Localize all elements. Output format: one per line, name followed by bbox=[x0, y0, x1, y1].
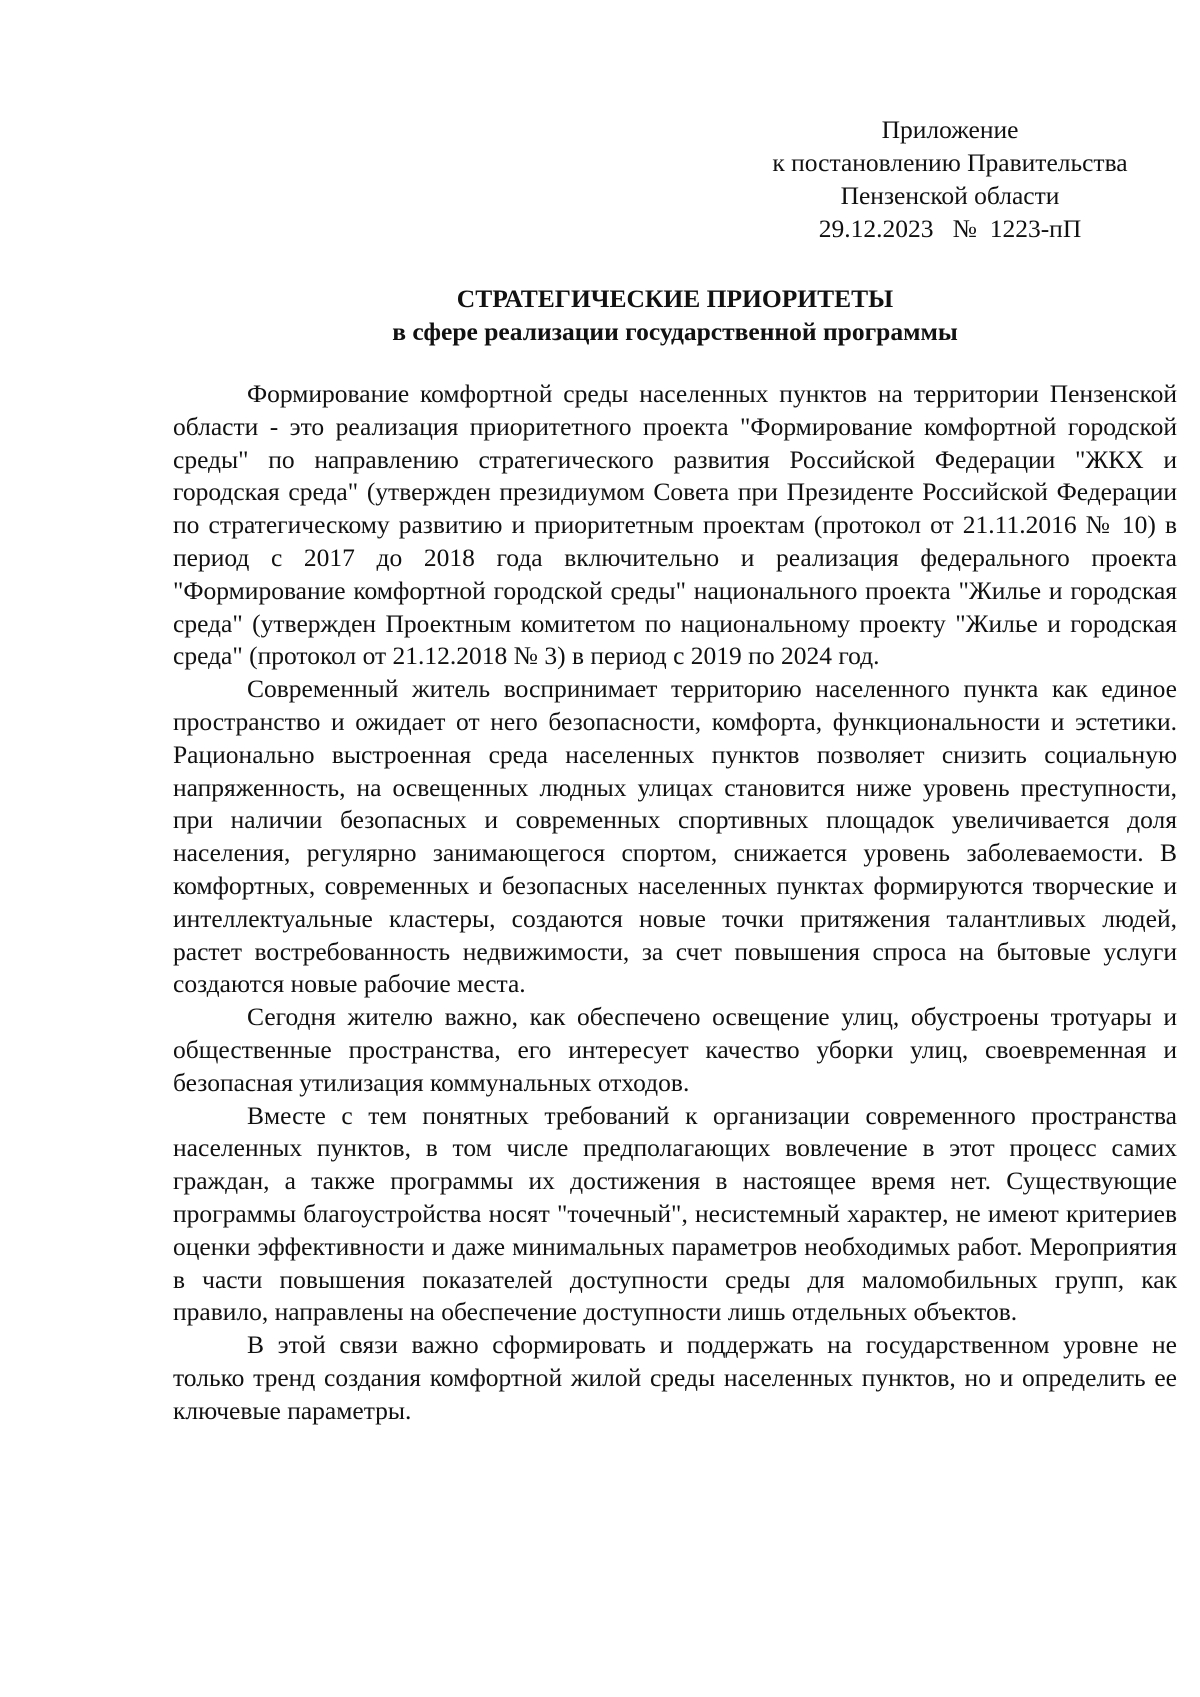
body-paragraph: Формирование комфортной среды населенных пунктов на территории Пензенской области - это реализация приоритетного проекта "Формирование комфортной городской среды" по направлению стратегического развития Российской Федерации "ЖКХ и городская среда" (утвержден президиумом Совета при Президенте Российской Федерации по стратегическому развитию и приоритетным проектам (протокол от 21.11.2016 № 10) в период с 2017 до 2018 года включительно и реализация федерального проекта "Формирование комфортной городской среды" национального проекта "Жилье и городская среда" (утвержден Проектным комитетом по национальному проекту "Жилье и городская среда" (протокол от 21.12.2018 № 3) в период с 2019 по 2024 год. bbox=[173, 379, 1177, 671]
document-title bbox=[175, 282, 1175, 348]
appendix-header bbox=[720, 113, 1180, 245]
body-paragraph: Сегодня жителю важно, как обеспечено освещение улиц, обустроены тротуары и общественные пространства, его интересует качество уборки улиц, своевременная и безопасная утилизация коммунальных отходов. bbox=[173, 1002, 1177, 1097]
body-paragraph: В этой связи важно сформировать и поддержать на государственном уровне не только тренд создания комфортной жилой среды населенных пунктов, но и определить ее ключевые параметры. bbox=[173, 1330, 1177, 1425]
title-subheading: в сфере реализации государственной программы bbox=[392, 317, 958, 346]
appendix-resolution-ref: к постановлению Правительства bbox=[772, 148, 1128, 177]
body-paragraph: Современный житель воспринимает территорию населенного пункта как единое пространство и ожидает от него безопасности, комфорта, функциональности и эстетики. Рационально выстроенная среда населенных пунктов позволяет снизить социальную напряженность, на освещенных людных улицах становится ниже уровень преступности, при наличии безопасных и современных спортивных площадок увеличивается доля населения, регулярно занимающегося спортом, снижается уровень заболеваемости. В комфортных, современных и безопасных населенных пунктах формируются творческие и интеллектуальные кластеры, создаются новые точки притяжения талантливых людей, растет востребованность недвижимости, за счет повышения спроса на бытовые услуги создаются новые рабочие места. bbox=[173, 674, 1177, 999]
document-body bbox=[173, 378, 1177, 1428]
appendix-label: Приложение bbox=[881, 115, 1019, 144]
appendix-region: Пензенской области bbox=[840, 181, 1060, 210]
appendix-date-number: 29.12.2023 № 1223-пП bbox=[818, 214, 1082, 243]
title-heading: СТРАТЕГИЧЕСКИЕ ПРИОРИТЕТЫ bbox=[456, 284, 894, 313]
body-paragraph: Вместе с тем понятных требований к организации современного пространства населенных пунктов, в том числе предполагающих вовлечение в этот процесс самих граждан, а также программы их достижения в настоящее время нет. Существующие программы благоустройства носят "точечный", несистемный характер, не имеют критериев оценки эффективности и даже минимальных параметров необходимых работ. Мероприятия в части повышения показателей доступности среды для маломобильных групп, как правило, направлены на обеспечение доступности лишь отдельных объектов. bbox=[173, 1100, 1177, 1327]
